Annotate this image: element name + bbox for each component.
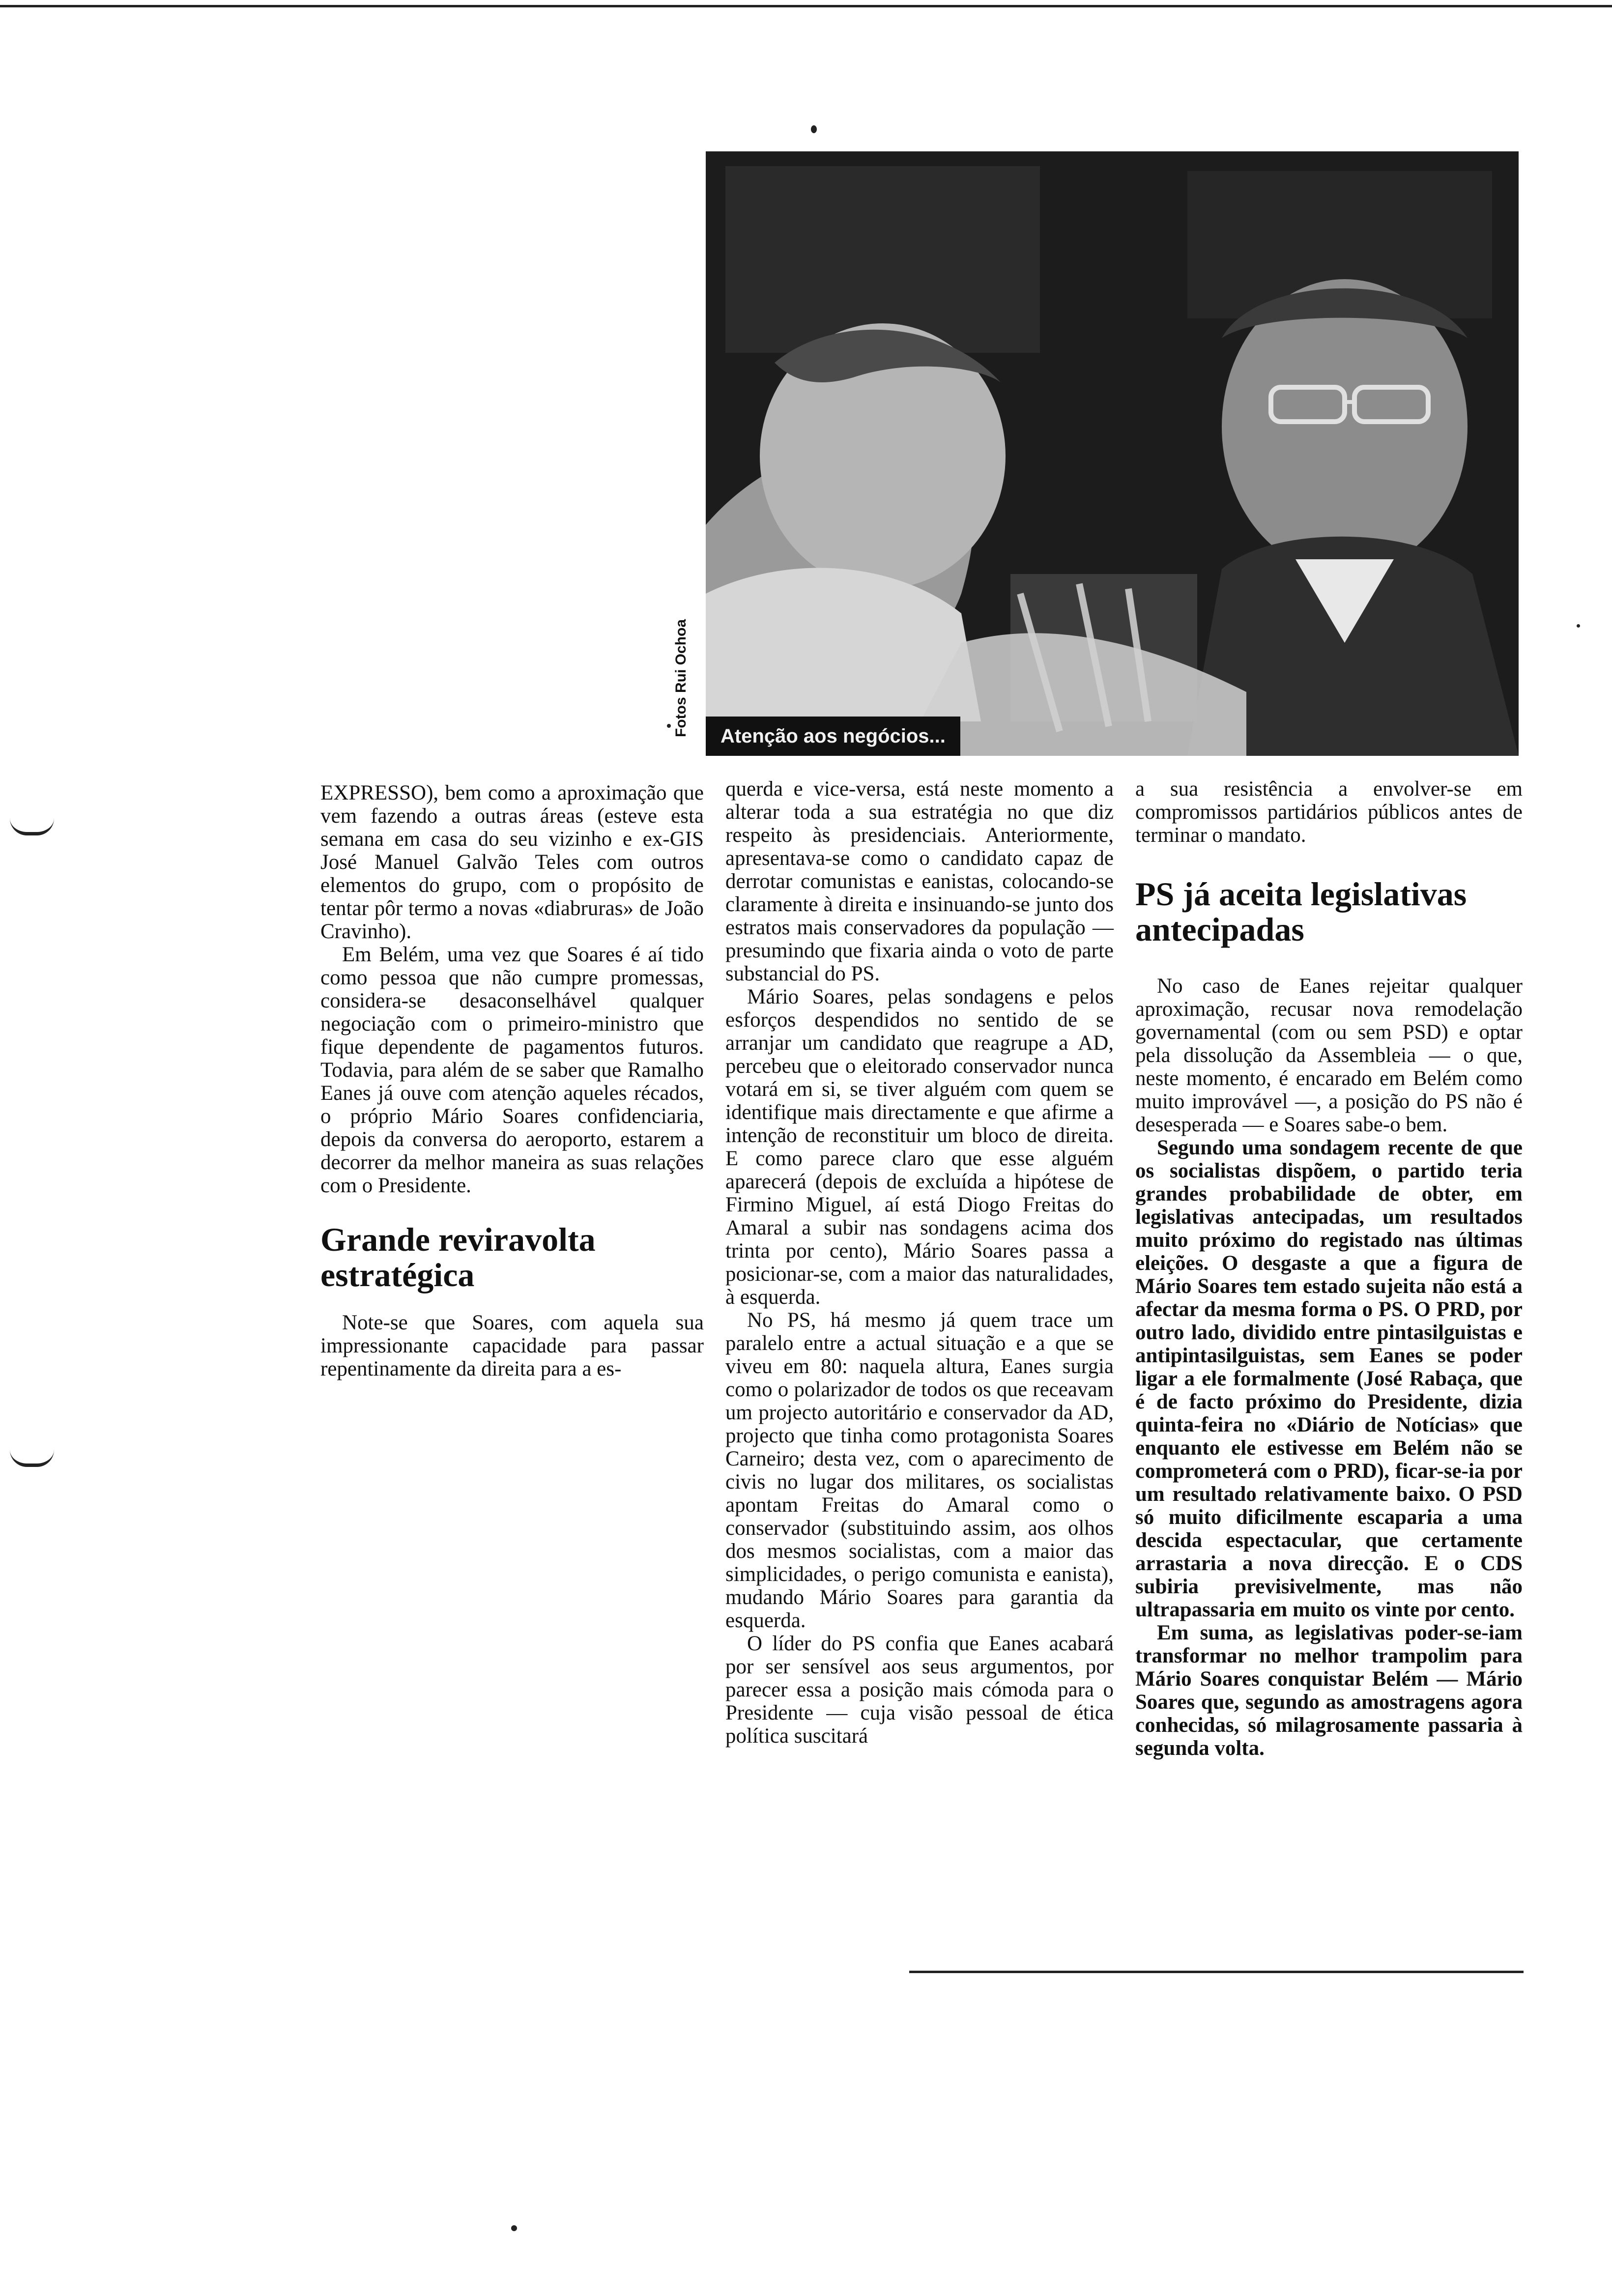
photo-image <box>706 151 1519 756</box>
paragraph: O líder do PS confia que Eanes acabará por ser sensível aos seus argumentos, por parecer essa a posição mais cómoda para o Presidente — cuja visão pessoal de ética política suscitará <box>725 1632 1114 1748</box>
paragraph: Note-se que Soares, com aquela sua impressionante capacidade para passar repentinamente da direita para a es- <box>320 1311 704 1380</box>
section-heading: PS já aceita legislativas antecipadas <box>1135 875 1467 948</box>
left-column <box>320 781 704 1380</box>
paragraph: Em suma, as legislativas poder-se-iam transformar no melhor trampolim para Mário Soares conquistar Belém — Mário Soares que, segundo as amostragens agora conhecidas, só milagrosamente passaria à segunda volta. <box>1135 1621 1523 1760</box>
paragraph: No PS, há mesmo já quem trace um paralelo entre a actual situação e a que se viveu em 80: naquela altura, Eanes surgia como o polarizador de todos os que receavam um projecto autoritário e conservador da AD, projecto que tinha como protagonista Soares Carneiro; desta vez, com o aparecimento de civis no lugar dos militares, os socialistas apontam Freitas do Amaral como o conservador (substituindo assim, aos olhos dos mesmos socialistas, com a maior das simplicidades, o perigo comunista e eanista), mudando Mário Soares para garantia da esquerda. <box>725 1309 1114 1632</box>
right-column <box>1135 777 1523 1760</box>
section-heading: Grande reviravolta estratégica <box>320 1221 596 1293</box>
photo-credit: Fotos Rui Ochoa <box>673 619 689 737</box>
paragraph: Em Belém, uma vez que Soares é aí tido como pessoa que não cumpre promessas, considera-se desaconselhável qualquer negociação com o primeiro-ministro que fique dependente de pagamentos futuros. Todavia, para além de se saber que Ramalho Eanes já ouve com atenção aqueles récados, o próprio Mário Soares confidenciaria, depois da conversa do aeroporto, estarem a decorrer da melhor maneira as suas relações com o Presidente. <box>320 943 704 1197</box>
ink-speck <box>1577 624 1580 628</box>
ink-speck <box>511 2225 517 2231</box>
binder-hole-mark <box>10 1450 54 1467</box>
end-rule <box>909 1971 1524 1973</box>
paragraph: Segundo uma sondagem recente de que os socialistas dispõem, o partido teria grandes probabilidade de obter, em legislativas antecipadas, um resultados muito próximo do registado nas últimas eleições. O desgaste a que a figura de Mário Soares tem estado sujeita não está a afectar da mesma forma o PS. O PRD, por outro lado, dividido entre pintasilguistas e antipintasilguistas, sem Eanes se poder ligar a ele formalmente (José Rabaça, que é de facto próximo do Presidente, dizia quinta-feira no «Diário de Notícias» que enquanto ele estivesse em Belém não se comprometerá com o PRD), ficar-se-ia por um resultado relativamente baixo. O PSD só muito dificilmente escaparia a uma descida espectacular, que certamente arrastaria a nova direcção. E o CDS subiria previsivelmente, mas não ultrapassaria em muito os vinte por cento. <box>1135 1136 1523 1621</box>
ink-speck <box>811 125 817 133</box>
binder-hole-mark <box>10 818 54 835</box>
middle-column <box>725 777 1114 1748</box>
photo-caption: Atenção aos negócios... <box>706 717 960 756</box>
top-rule <box>0 5 1612 7</box>
ink-speck <box>667 724 671 728</box>
news-photo <box>706 151 1519 756</box>
paragraph: a sua resistência a envolver-se em compromissos partidários públicos antes de terminar o mandato. <box>1135 777 1523 847</box>
paragraph: EXPRESSO), bem como a aproximação que vem fazendo a outras áreas (esteve esta semana em casa do seu vizinho e ex-GIS José Manuel Galvão Teles com outros elementos do grupo, com o propósito de tentar pôr termo a novas «diabruras» de João Cravinho). <box>320 781 704 943</box>
paragraph: Mário Soares, pelas sondagens e pelos esforços despendidos no sentido de se arranjar um candidato que reagrupe a AD, percebeu que o eleitorado conservador nunca votará em si, se tiver alguém com quem se identifique mais directamente e que afirme a intenção de reconstituir um bloco de direita. E como parece claro que esse alguém aparecerá (depois de excluída a hipótese de Firmino Miguel, aí está Diogo Freitas do Amaral a subir nas sondagens acima dos trinta por cento), Mário Soares passa a posicionar-se, com a maior das naturalidades, à esquerda. <box>725 985 1114 1309</box>
paragraph: No caso de Eanes rejeitar qualquer aproximação, recusar nova remodelação governamental (com ou sem PSD) e optar pela dissolução da Assembleia — o que, neste momento, é encarado em Belém como muito improvável —, a posição do PS não é desesperada — e Soares sabe-o bem. <box>1135 975 1523 1136</box>
paragraph: querda e vice-versa, está neste momento a alterar toda a sua estratégia no que diz respeito às presidenciais. Anteriormente, apresentava-se como o candidato capaz de derrotar comunistas e eanistas, colocando-se claramente à direita e insinuando-se junto dos estratos mais conservadores da população — presumindo que fixaria ainda o voto de parte substancial do PS. <box>725 777 1114 985</box>
